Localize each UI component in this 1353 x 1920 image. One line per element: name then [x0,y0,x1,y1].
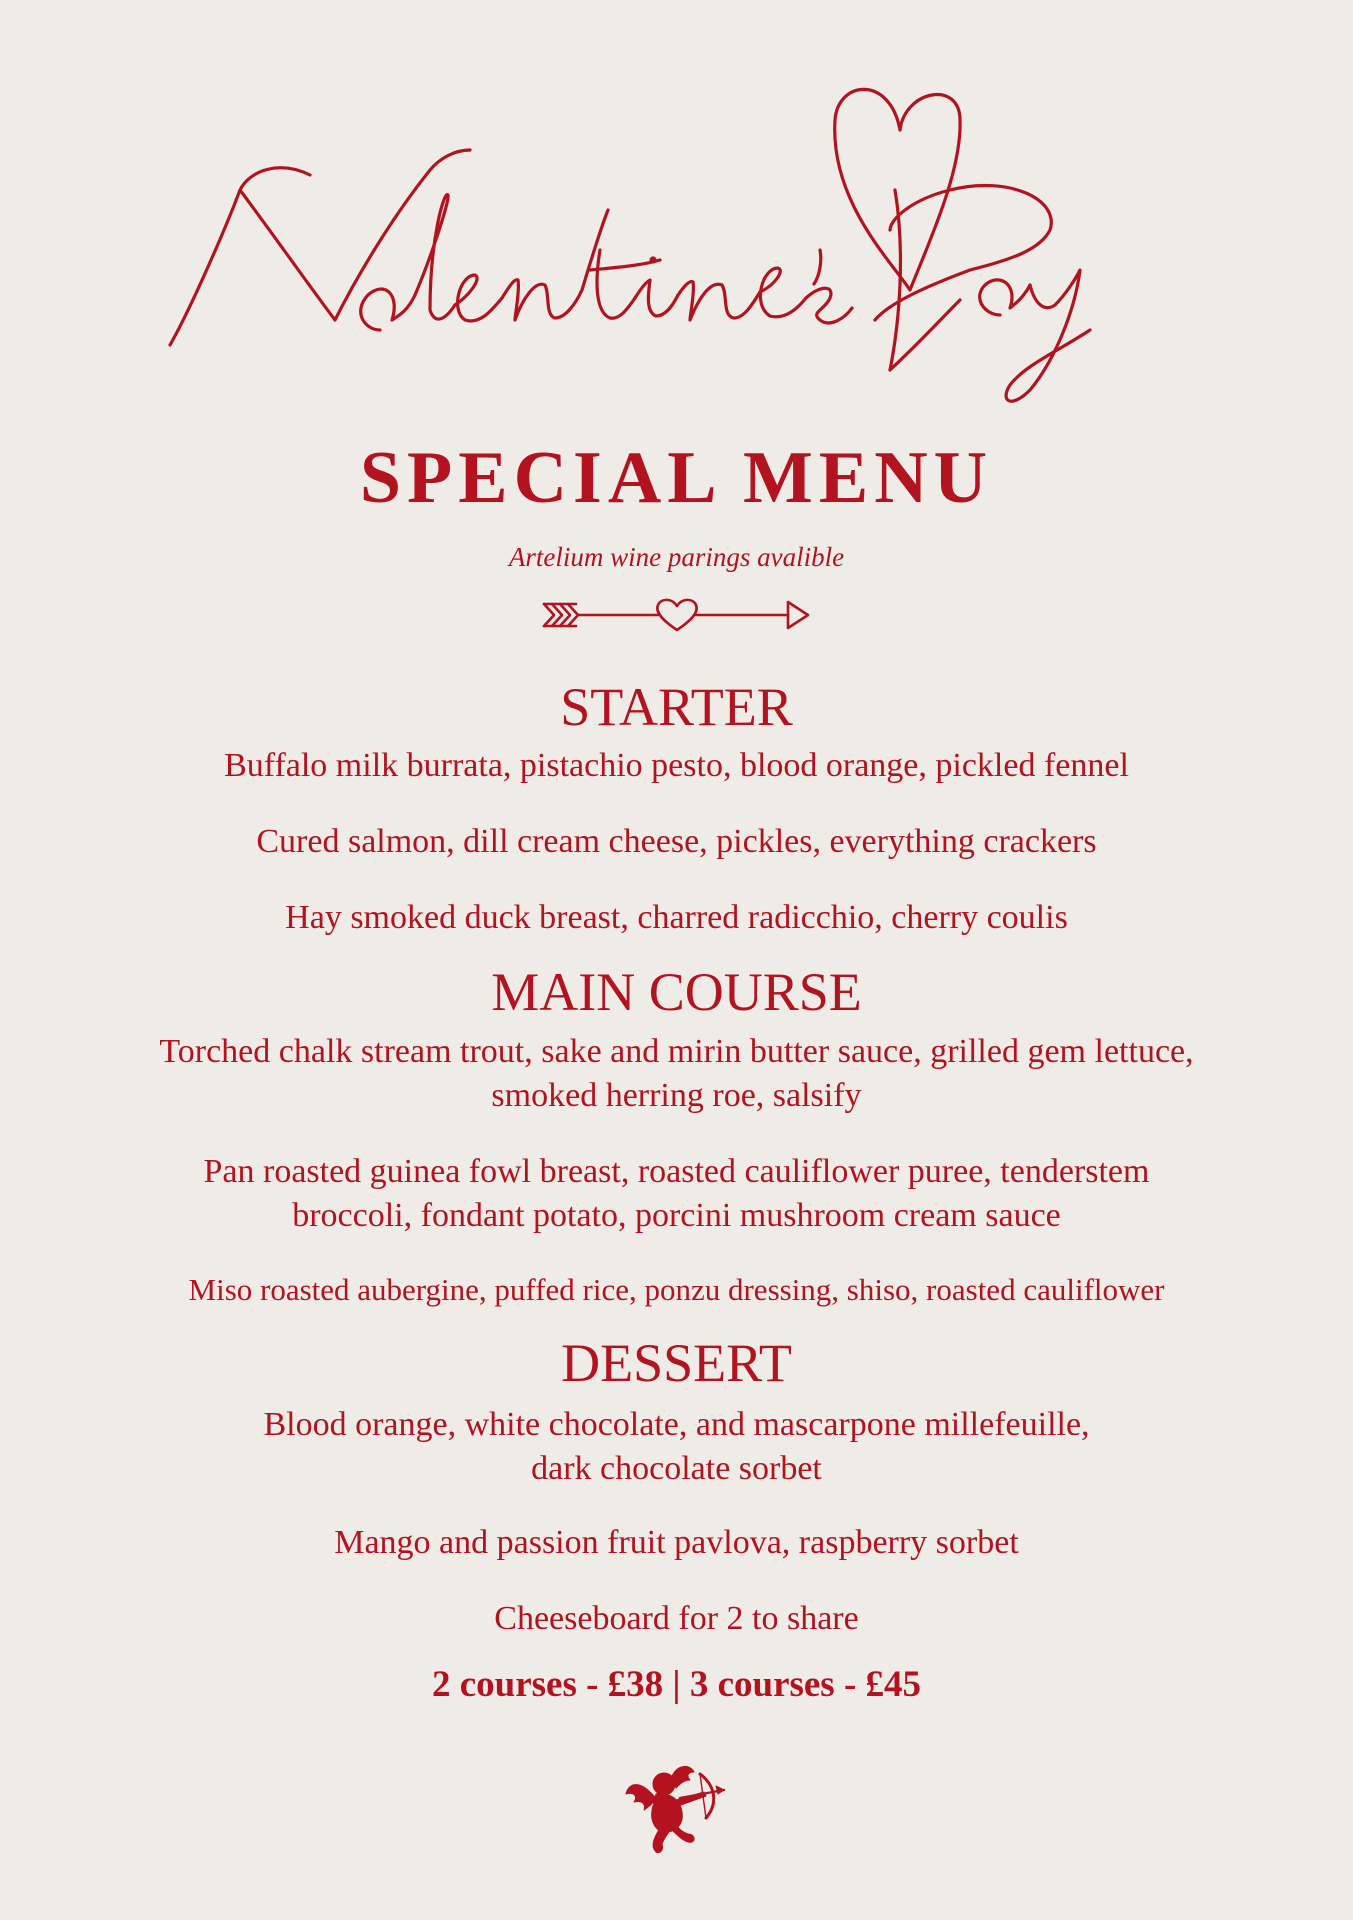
menu-item-line: Pan roasted guinea fowl breast, roasted cauliflower puree, tenderstem [203,1153,1150,1190]
menu-item [0,1030,1353,1118]
menu-item: Mango and passion fruit pavlova, raspberry sorbet [334,1524,1019,1561]
menu-item: Cheeseboard for 2 to share [494,1600,859,1637]
menu-item-line: dark chocolate sorbet [531,1450,822,1487]
menu-item: Miso roasted aubergine, puffed rice, ponzu dressing, shiso, roasted cauliflower [188,1272,1165,1307]
tagline: Artelium wine parings avalible [508,542,845,572]
menu-item-line: broccoli, fondant potato, porcini mushroom cream sauce [292,1197,1061,1234]
cupid-icon [620,1762,730,1862]
section-heading-dessert: DESSERT [561,1333,792,1393]
page-title: SPECIAL MENU [359,437,994,519]
menu-item: Cured salmon, dill cream cheese, pickles, everything crackers [256,823,1097,860]
menu-item-line: smoked herring roe, salsify [491,1077,862,1114]
menu-item: Hay smoked duck breast, charred radicchio, cherry coulis [285,899,1068,936]
valentines-day-script-title [130,80,1210,440]
menu-item-line: Blood orange, white chocolate, and mascarpone millefeuille, [263,1406,1090,1443]
heart-icon [835,89,960,290]
section-heading-main-course: MAIN COURSE [491,962,862,1022]
menu-item [0,1150,1353,1238]
arrow-heart-icon [540,592,820,638]
menu-item [0,1403,1353,1491]
pricing: 2 courses - £38 | 3 courses - £45 [431,1664,922,1705]
menu-item-line: Torched chalk stream trout, sake and mirin butter sauce, grilled gem lettuce, [159,1033,1194,1070]
menu-item: Buffalo milk burrata, pistachio pesto, blood orange, pickled fennel [224,747,1129,784]
section-heading-starter: STARTER [560,677,793,737]
